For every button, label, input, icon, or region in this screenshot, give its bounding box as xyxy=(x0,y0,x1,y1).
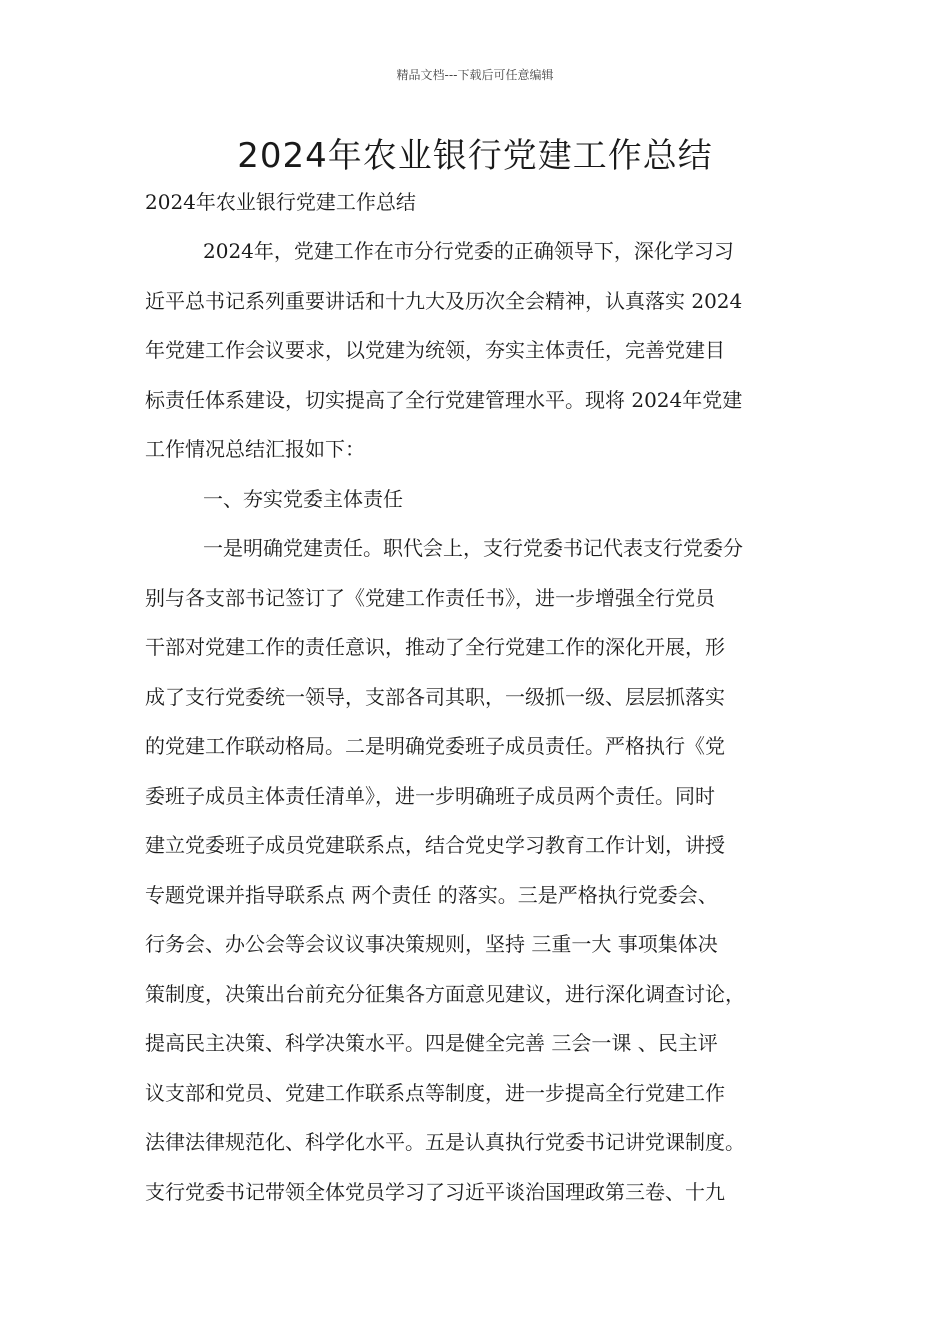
paragraph-line: 建立党委班子成员党建联系点，结合党史学习教育工作计划，讲授 xyxy=(145,833,725,857)
paragraph-line: 工作情况总结汇报如下： xyxy=(145,437,365,461)
paragraph-line: 委班子成员主体责任清单》，进一步明确班子成员两个责任。同时 xyxy=(145,783,715,808)
document-title: 2024年农业银行党建工作总结 xyxy=(237,136,713,176)
paragraph-line: 干部对党建工作的责任意识，推动了全行党建工作的深化开展，形 xyxy=(145,635,725,659)
paragraph-line: 策制度，决策出台前充分征集各方面意见建议，进行深化调查讨论， xyxy=(145,981,745,1006)
paragraph-line: 一是明确党建责任。职代会上，支行党委书记代表支行党委分 xyxy=(203,536,743,560)
paragraph-line: 别与各支部书记签订了《党建工作责任书》，进一步增强全行党员 xyxy=(145,585,715,610)
section-heading: 一、夯实党委主体责任 xyxy=(203,486,403,511)
document-subtitle: 2024年农业银行党建工作总结 xyxy=(145,190,416,214)
paragraph-line: 议支部和党员、党建工作联系点等制度，进一步提高全行党建工作 xyxy=(145,1080,725,1105)
paragraph-line: 近平总书记系列重要讲话和十九大及历次全会精神，认真落实 2024 xyxy=(145,288,743,313)
paragraph-line: 提高民主决策、科学决策水平。四是健全完善 三会一课 、民主评 xyxy=(145,1031,718,1055)
paragraph-line: 的党建工作联动格局。二是明确党委班子成员责任。严格执行《党 xyxy=(145,734,725,758)
header-note: 精品文档---下载后可任意编辑 xyxy=(396,68,554,82)
paragraph-line: 专题党课并指导联系点 两个责任 的落实。三是严格执行党委会、 xyxy=(145,882,718,907)
paragraph-line: 法律法律规范化、科学化水平。五是认真执行党委书记讲党课制度。 xyxy=(145,1130,745,1154)
paragraph-line: 支行党委书记带领全体党员学习了习近平谈治国理政第三卷、十九 xyxy=(145,1179,725,1204)
paragraph-line: 成了支行党委统一领导，支部各司其职，一级抓一级、层层抓落实 xyxy=(145,684,725,709)
paragraph-line: 2024年，党建工作在市分行党委的正确领导下，深化学习习 xyxy=(203,239,734,263)
paragraph-line: 行务会、办公会等会议议事决策规则，坚持 三重一大 事项集体决 xyxy=(145,932,718,956)
paragraph-line: 标责任体系建设，切实提高了全行党建管理水平。现将 2024年党建 xyxy=(145,387,743,412)
body-text xyxy=(145,231,810,1221)
paragraph-line: 年党建工作会议要求，以党建为统领，夯实主体责任，完善党建目 xyxy=(145,338,725,362)
